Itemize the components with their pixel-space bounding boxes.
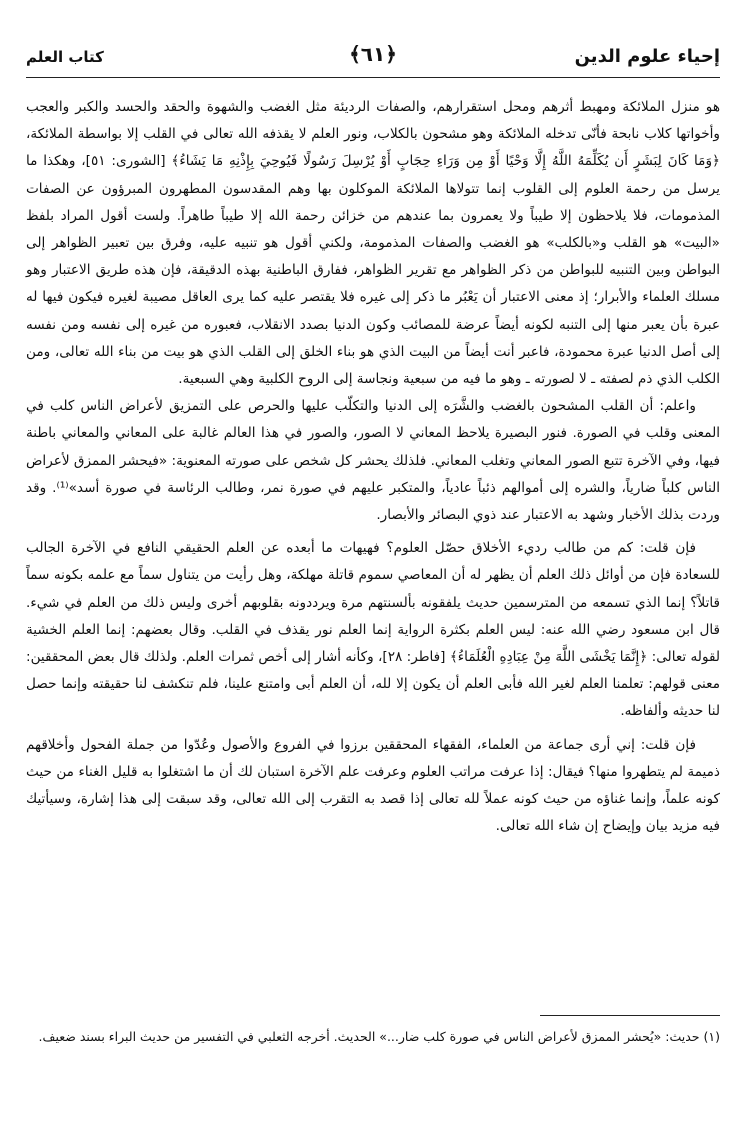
header-rule	[26, 77, 720, 78]
paragraph: فإن قلت: إني أرى جماعة من العلماء، الفقهاء المحققين برزوا في الفروع والأصول وعُدّوا من جملة الفحول وأخلاقهم ذميمة لم يتطهروا منها؟ فيقال: إذا عرفت مراتب العلوم وعرفت علم الآخرة استبان لك أن ما اشتغلوا به قليل الغناء من حيث كونه علماً، وإنما غناؤه من حيث كونه عملاً لله تعالى إذا قصد به التقرب إلى الله تعالى، وقد سبقت إلى هذا إشارة، وسيأتيك فيه مزيد بيان وإيضاح إن شاء الله تعالى.	[26, 736, 720, 835]
running-head-chapter-title: كتاب العلم	[26, 48, 104, 66]
paragraph: هو منزل الملائكة ومهبط أثرهم ومحل استقرارهم، والصفات الرديئة مثل الغضب والشهوة والحقد والحسد والكبر والعجب وأخواتها كلاب نابحة فأنّى تدخله الملائكة وهو مشحون بالكلاب، ونور العلم لا يقذفه الله تعالى في القلب إلا بواسطة الملائكة، ﴿وَمَا كَانَ لِبَشَرٍ أَن يُكَلِّمَهُ اللَّهُ إِلَّا وَحْيًا أَوْ مِن وَرَاءِ حِجَابٍ أَوْ يُرْسِلَ رَسُولًا فَيُوحِيَ بِإِذْنِهِ مَا يَشَاءُ﴾ [الشورى: ٥١]، وهكذا ما يرسل من رحمة العلوم إلى القلوب إنما تتولاها الملائكة الموكلون بها وهم المقدسون المطهرون المبرؤون عن الصفات المذمومات، فلا يلاحظون إلا طيباً ولا يعمرون بما عندهم من خزائن رحمة الله إلا طيباً طاهراً. ولست أقول المراد بلفظ «البيت» هو القلب و«بالكلب» هو الغضب والصفات المذمومة، ولكني أقول هو تنبيه عليه، وفرق بين تعبير الظواهر إلى البواطن وبين التنبيه للبواطن من ذكر الظواهر مع تقرير الظواهر، ففارق الباطنية بهذه الدقيقة، فإن هذه طريق الاعتبار وهو مسلك العلماء والأبرار؛ إذ معنى الاعتبار أن يَعْبُر ما ذكر إلى غيره فلا يقتصر عليه كما يرى العاقل مصيبة لغيره فيكون فيها له عبرة بأن يعبر منها إلى التنبه لكونه أيضاً عرضة للمصائب وكون الدنيا بصدد الانقلاب، فعبوره من غيره إلى نفسه ومن نفسه إلى أصل الدنيا عبرة محمودة، فاعبر أنت أيضاً من البيت الذي هو بناء الخلق إلى القلب الذي هو بيت من بناء الله تعالى، ومن الكلب الذي ذم لصفته ـ لا لصورته ـ وهو ما فيه من سبعية ونجاسة إلى الروح الكلبية وهي السبعية.	[26, 99, 720, 388]
page-number: ﴿٦١﴾	[349, 42, 397, 66]
paragraph: واعلم: أن القلب المشحون بالغضب والشَّرَه إلى الدنيا والتكلّب عليها والحرص على التمزيق لأعراض الناس كلب في المعنى وقلب في الصورة. فنور البصيرة يلاحظ المعاني لا الصور، والصور في هذا العالم غالبة على المعاني والمعاني باطنة فيها، وفي الآخرة تتبع الصور المعاني وتغلب المعاني. فلذلك يحشر كل شخص على صورته المعنوية: «فيحشر الممزق لأعراض الناس كلباً ضارياً، والشره إلى أموالهم ذئباً عادياً، والمتكبر عليهم في صورة نمر، وطالب الرئاسة في صورة أسد»⁽¹⁾. وقد وردت بذلك الأخبار وشهد به الاعتبار عند ذوي البصائر والأبصار.	[26, 398, 720, 524]
running-head-book-title: إحياء علوم الدين	[574, 46, 720, 67]
paragraph: فإن قلت: كم من طالب رديء الأخلاق حصّل العلوم؟ فهيهات ما أبعده عن العلم الحقيقي النافع في الآخرة الجالب للسعادة فإن من أوائل ذلك العلم أن يظهر له أن المعاصي سموم قاتلة مهلكة، وهل رأيت من يتناول سماً مع علمه بكونه سماً قاتلاً؟ إنما الذي تسمعه من المترسمين حديث يلفقونه بألسنتهم مرة ويرددونه بقلوبهم أخرى وليس ذلك من العلم في شيء. قال ابن مسعود رضي الله عنه: ليس العلم بكثرة الرواية إنما العلم نور يقذف في القلب. وقال بعضهم: إنما العلم الخشية لقوله تعالى: ﴿إِنَّمَا يَخْشَى اللَّهَ مِنْ عِبَادِهِ الْعُلَمَاءُ﴾ [فاطر: ٢٨]، وكأنه أشار إلى أخص ثمرات العلم. ولذلك قال بعض المحققين: معنى قولهم: تعلمنا العلم لغير الله فأبى العلم أن يكون إلا لله، أن العلم أبى وامتنع علينا، فلم تنكشف لنا حقيقته وإنما حصل لنا حديثه وألفاظه.	[26, 540, 720, 720]
footnote: (١) حديث: «يُحشر الممزق لأعراض الناس في صورة كلب ضار...» الحديث. أخرجه الثعلبي في التفسير من حديث البراء بسند ضعيف.	[38, 1029, 720, 1044]
page-header	[26, 40, 720, 78]
footnote-rule	[540, 1015, 720, 1016]
main-text	[26, 94, 720, 840]
